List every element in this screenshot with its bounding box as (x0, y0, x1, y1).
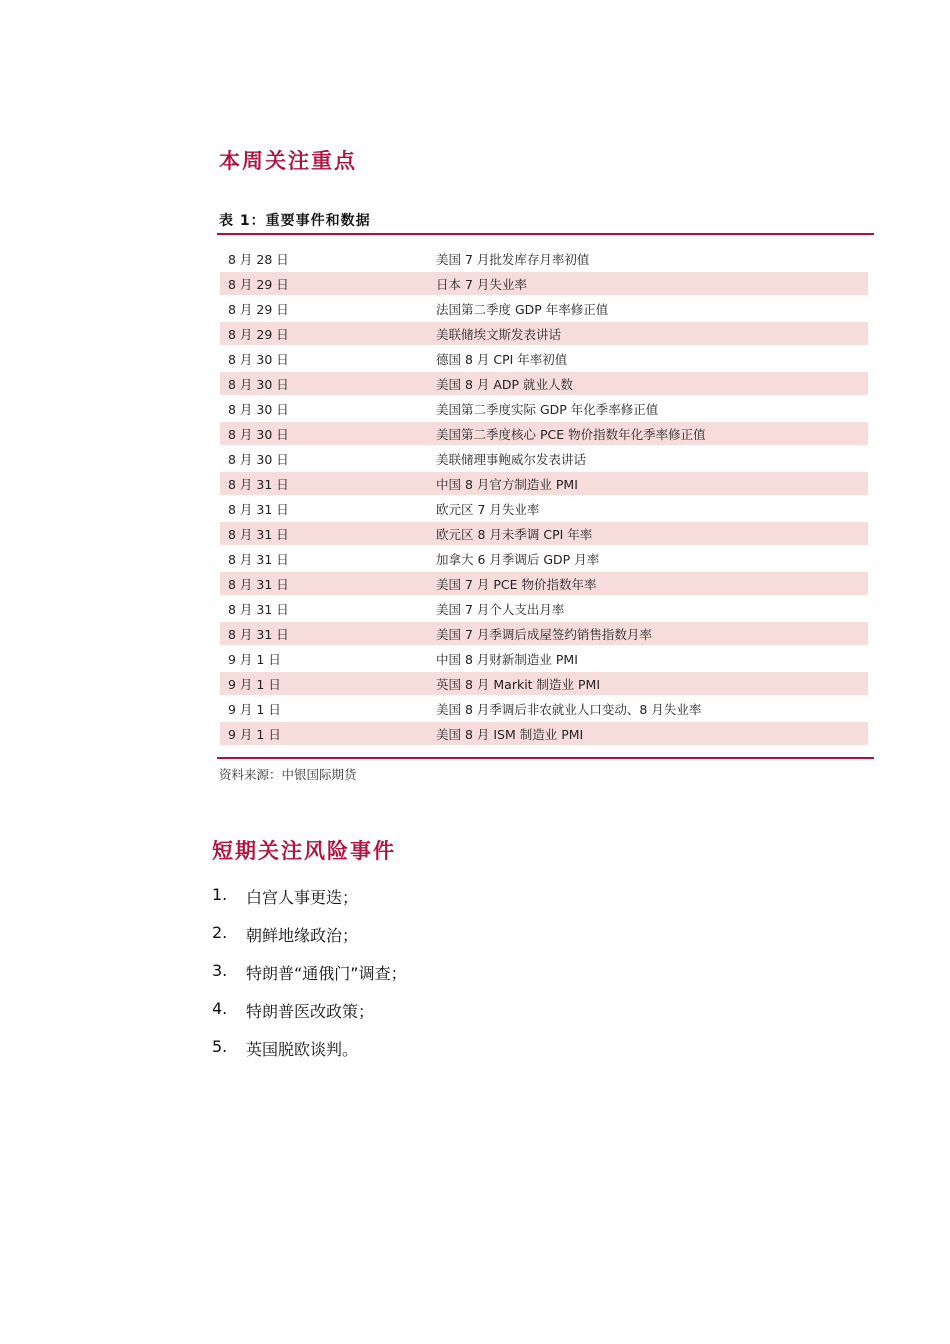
list-item (212, 923, 407, 961)
event-description: 美国 8 月 ISM 制造业 PMI (436, 721, 868, 746)
event-description: 美联储埃文斯发表讲话 (436, 321, 868, 346)
table-row (220, 571, 868, 596)
event-description: 美国 7 月 PCE 物价指数年率 (436, 571, 868, 596)
list-item-number: 4. (212, 999, 228, 1018)
event-description: 美国 8 月 ADP 就业人数 (436, 371, 868, 396)
list-item-number: 1. (212, 885, 228, 904)
table-row (220, 696, 868, 721)
table-row (220, 546, 868, 571)
section-title-weekly-focus: 本周关注重点 (219, 149, 357, 173)
event-date: 9 月 1 日 (220, 671, 436, 696)
event-description: 美国 7 月季调后成屋签约销售指数月率 (436, 621, 868, 646)
event-description: 美国 7 月个人支出月率 (436, 596, 868, 621)
table-top-rule (217, 233, 874, 235)
event-description: 美国第二季度实际 GDP 年化季率修正值 (436, 396, 868, 421)
event-date: 9 月 1 日 (220, 721, 436, 746)
table-row (220, 721, 868, 746)
event-description: 英国 8 月 Markit 制造业 PMI (436, 671, 868, 696)
table-row (220, 321, 868, 346)
table-row (220, 346, 868, 371)
list-item-number: 5. (212, 1037, 228, 1056)
events-table (220, 247, 868, 747)
event-date: 8 月 30 日 (220, 371, 436, 396)
list-item-number: 2. (212, 923, 228, 942)
risk-events-list (212, 885, 407, 1075)
table-row (220, 271, 868, 296)
table-row (220, 371, 868, 396)
table-row (220, 621, 868, 646)
event-description: 美国第二季度核心 PCE 物价指数年化季率修正值 (436, 421, 868, 446)
event-description: 中国 8 月官方制造业 PMI (436, 471, 868, 496)
event-description: 欧元区 7 月失业率 (436, 496, 868, 521)
table-bottom-rule (217, 757, 874, 759)
event-date: 8 月 30 日 (220, 396, 436, 421)
table-caption: 表 1：重要事件和数据 (219, 213, 371, 229)
table-row (220, 471, 868, 496)
event-date: 8 月 31 日 (220, 496, 436, 521)
list-item-text: 朝鲜地缘政治； (246, 926, 359, 945)
section-title-risk-events: 短期关注风险事件 (212, 839, 396, 863)
event-date: 8 月 30 日 (220, 346, 436, 371)
event-date: 8 月 31 日 (220, 621, 436, 646)
event-date: 8 月 31 日 (220, 546, 436, 571)
table-row (220, 421, 868, 446)
list-item-text: 英国脱欧谈判。 (246, 1040, 359, 1059)
event-description: 中国 8 月财新制造业 PMI (436, 646, 868, 671)
list-item (212, 1037, 407, 1075)
event-description: 欧元区 8 月未季调 CPI 年率 (436, 521, 868, 546)
event-date: 8 月 29 日 (220, 271, 436, 296)
table-row (220, 671, 868, 696)
event-description: 美国 7 月批发库存月率初值 (436, 247, 868, 271)
event-date: 8 月 28 日 (220, 247, 436, 271)
table-row (220, 296, 868, 321)
list-item (212, 999, 407, 1037)
list-item (212, 885, 407, 923)
event-date: 8 月 30 日 (220, 446, 436, 471)
table-source-note: 资料来源：中银国际期货 (219, 767, 357, 782)
list-item-number: 3. (212, 961, 228, 980)
table-row (220, 521, 868, 546)
event-description: 法国第二季度 GDP 年率修正值 (436, 296, 868, 321)
event-date: 8 月 29 日 (220, 321, 436, 346)
list-item-text: 特朗普医改政策； (246, 1002, 375, 1021)
table-row (220, 646, 868, 671)
event-date: 8 月 31 日 (220, 596, 436, 621)
event-description: 美国 8 月季调后非农就业人口变动、8 月失业率 (436, 696, 868, 721)
event-date: 8 月 31 日 (220, 471, 436, 496)
table-row (220, 446, 868, 471)
list-item-text: 白宫人事更迭； (246, 888, 359, 907)
table-row (220, 596, 868, 621)
event-date: 8 月 30 日 (220, 421, 436, 446)
event-description: 加拿大 6 月季调后 GDP 月率 (436, 546, 868, 571)
table-row (220, 496, 868, 521)
table-row (220, 396, 868, 421)
event-date: 9 月 1 日 (220, 696, 436, 721)
event-description: 德国 8 月 CPI 年率初值 (436, 346, 868, 371)
list-item (212, 961, 407, 999)
event-date: 8 月 31 日 (220, 521, 436, 546)
event-description: 日本 7 月失业率 (436, 271, 868, 296)
event-date: 8 月 31 日 (220, 571, 436, 596)
list-item-text: 特朗普“通俄门”调查； (246, 964, 407, 983)
event-description: 美联储理事鲍威尔发表讲话 (436, 446, 868, 471)
event-date: 8 月 29 日 (220, 296, 436, 321)
table-row (220, 247, 868, 271)
event-date: 9 月 1 日 (220, 646, 436, 671)
